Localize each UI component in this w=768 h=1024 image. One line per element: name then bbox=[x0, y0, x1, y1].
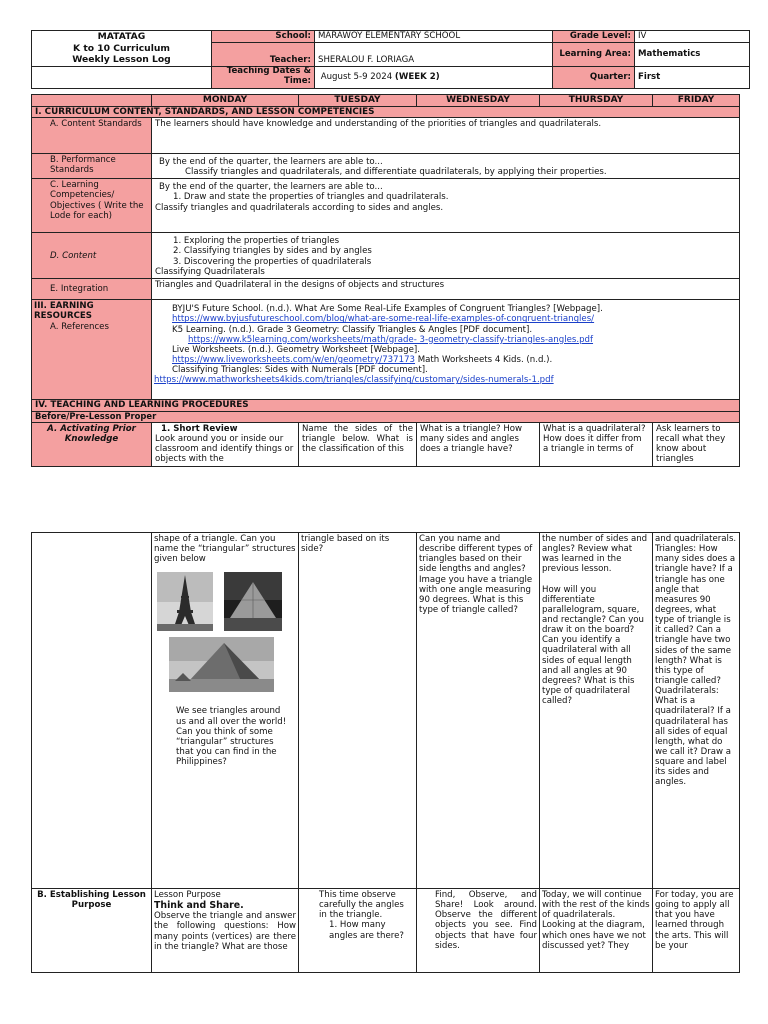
competencies-line-2: 1. Draw and state the properties of triangles and quadrilaterals. bbox=[173, 192, 449, 203]
dates-label: Teaching Dates & Time: bbox=[212, 66, 315, 88]
title-line-2: K to 10 Curriculum bbox=[73, 42, 170, 54]
monday-continued-text: shape of a triangle. Can you name the “triangular” structures given below bbox=[154, 534, 296, 565]
lesson-log-table bbox=[31, 94, 740, 467]
eiffel-tower-image bbox=[157, 572, 213, 631]
content-item-3: 3. Discovering the properties of quadrilaterals bbox=[173, 256, 372, 267]
tuesday-activating-cell: Name the sides of the triangle below. What is the classification of this bbox=[299, 422, 417, 466]
establishing-label: B. Establishing Lesson Purpose bbox=[32, 889, 152, 973]
reference-2-link[interactable]: https://www.k5learning.com/worksheets/math/grade- 3-geometry-classify-triangles-angles.pdf bbox=[188, 334, 594, 345]
monday-caption-text: We see triangles around us and all over the world! Can you think of some “triangular” structures that you can find in the Philippines? bbox=[176, 706, 287, 768]
references-label: A. References bbox=[50, 321, 109, 332]
area-value: Mathematics bbox=[635, 42, 750, 66]
resources-title: III. EARNING RESOURCES bbox=[34, 301, 94, 322]
monday-activating-heading: 1. Short Review bbox=[161, 423, 238, 434]
reference-4-link[interactable]: https://www.mathworksheets4kids.com/triangles/classifying/customary/sides-numerals-1.pdf bbox=[154, 375, 554, 386]
monday-establishing-small: Lesson Purpose bbox=[154, 890, 221, 900]
week-text: (WEEK 2) bbox=[394, 71, 440, 82]
reference-1-link[interactable]: https://www.byjusfutureschool.com/blog/what-are-some-real-life-examples-of-congruent-triangles/ bbox=[172, 314, 595, 325]
thursday-activating-cell: What is a quadrilateral? How does it differ from a triangle in terms of bbox=[540, 422, 653, 466]
wednesday-activating-cell: What is a triangle? How many sides and angles does a triangle have? bbox=[417, 422, 540, 466]
competencies-line-3: Classify triangles and quadrilaterals according to sides and angles. bbox=[155, 202, 444, 213]
performance-line-1: By the end of the quarter, the learners are able to... bbox=[159, 156, 383, 167]
activating-label-continued bbox=[32, 533, 152, 889]
quarter-value: First bbox=[635, 66, 750, 88]
reference-2-text: K5 Learning. (n.d.). Grade 3 Geometry: Classify Triangles & Angles [PDF document]. bbox=[172, 324, 533, 335]
content-item-extra: Classifying Quadrilaterals bbox=[155, 266, 265, 277]
performance-line-2: Classify triangles and quadrilaterals, and differentiate quadrilaterals, by applying their properties. bbox=[185, 167, 607, 178]
monday-activating-text: Look around you or inside our classroom and identify things or objects with the bbox=[155, 433, 294, 464]
section-4-title: IV. TEACHING AND LEARNING PROCEDURES bbox=[32, 400, 740, 411]
content-item-2: 2. Classifying triangles by sides and by angles bbox=[173, 246, 372, 257]
day-header-thursday: THURSDAY bbox=[540, 95, 653, 107]
friday-activating-continued: and quadrilaterals. Triangles: How many sides does a triangle have? If a triangle has one angle that measures 90 degrees, what type of triangle is it called? Can a triangle have two sides of the same length? What is this type of triangle called? Quadrilaterals: What is a quadrilateral? If a quadrilateral has all sides of equal length, what do we call it? Draw a square and label its sides and angles. bbox=[653, 533, 740, 889]
competencies-label: C. Learning Competencies/ Objectives ( Write the Lode for each) bbox=[32, 179, 152, 233]
day-header-friday: FRIDAY bbox=[653, 95, 740, 107]
teacher-label: Teacher: bbox=[212, 42, 315, 66]
lesson-log-table-page-2 bbox=[31, 532, 740, 973]
dates-text: August 5-9 2024 bbox=[320, 71, 393, 82]
references-text bbox=[152, 300, 740, 400]
friday-activating-cell: Ask learners to recall what they know about triangles bbox=[653, 422, 740, 466]
monday-establishing-heading: Think and Share. bbox=[154, 900, 244, 912]
reference-3-text: Live Worksheets. (n.d.). Geometry Worksheet [Webpage]. bbox=[172, 344, 420, 355]
monday-establishing-cell bbox=[152, 889, 299, 973]
wednesday-activating-continued: Can you name and describe different types of triangles based on their side lengths and angles? Image you have a triangle with one angle measuring 90 degrees. What is this type of triangle called? bbox=[417, 533, 540, 889]
tuesday-establishing-text: This time observe carefully the angles in the triangle. bbox=[319, 890, 404, 921]
thursday-establishing-cell: Today, we will continue with the rest of the kinds of quadrilaterals. Looking at the diagram, which ones have we not discussed yet? They bbox=[540, 889, 653, 973]
competencies-text bbox=[152, 179, 740, 233]
reference-4-text: Classifying Triangles: Sides with Numerals [PDF document]. bbox=[172, 365, 428, 376]
quarter-label: Quarter: bbox=[553, 66, 635, 88]
tuesday-establishing-item: 1. How many angles are there? bbox=[329, 920, 404, 941]
day-header-blank bbox=[32, 95, 152, 107]
monday-establishing-text: Observe the triangle and answer the following questions: How many points (vertices) are there in the triangle? What are those bbox=[154, 911, 296, 952]
content-standards-text: The learners should have knowledge and understanding of the priorities of triangles and quadrilaterals. bbox=[152, 117, 740, 153]
school-label: School: bbox=[212, 31, 315, 43]
activating-label: A. Activating Prior Knowledge bbox=[32, 422, 152, 466]
reference-3-link[interactable]: https://www.liveworksheets.com/w/en/geometry/737173 bbox=[172, 354, 416, 365]
grade-label: Grade Level: bbox=[553, 31, 635, 43]
content-label: D. Content bbox=[32, 233, 152, 279]
giza-pyramid-image bbox=[169, 637, 274, 692]
title-line-3: Weekly Lesson Log bbox=[72, 54, 171, 65]
reference-1 bbox=[154, 304, 736, 324]
title-blank-cell bbox=[32, 66, 212, 88]
content-item-1: 1. Exploring the properties of triangles bbox=[173, 236, 340, 247]
reference-3 bbox=[154, 345, 736, 365]
lesson-log-title bbox=[32, 31, 212, 67]
wednesday-establishing-cell: Find, Observe, and Share! Look around. Observe the different objects you see. Find objects that have four sides. bbox=[417, 889, 540, 973]
friday-establishing-cell: For today, you are going to apply all that you have learned through the arts. This will be your bbox=[653, 889, 740, 973]
dates-value bbox=[315, 66, 553, 88]
integration-label: E. Integration bbox=[32, 279, 152, 300]
teacher-value: SHERALOU F. LORIAGA bbox=[315, 42, 553, 66]
thursday-continued-text-1: the number of sides and angles? Review what was learned in the previous lesson. bbox=[542, 534, 648, 575]
competencies-line-1: By the end of the quarter, the learners are able to... bbox=[159, 182, 383, 193]
area-label: Learning Area: bbox=[553, 42, 635, 66]
thursday-activating-continued bbox=[540, 533, 653, 889]
reference-1-text: BYJU'S Future School. (n.d.). What Are Some Real-Life Examples of Congruent Triangles? [Webpage]. bbox=[172, 304, 603, 315]
performance-standards-text bbox=[152, 153, 740, 178]
reference-3-after: Math Worksheets 4 Kids. (n.d.). bbox=[415, 354, 553, 365]
day-header-monday: MONDAY bbox=[152, 95, 299, 107]
day-header-wednesday: WEDNESDAY bbox=[417, 95, 540, 107]
tuesday-establishing-cell bbox=[299, 889, 417, 973]
thursday-continued-text-2: How will you differentiate parallelogram, square, and rectangle? Can you draw it on the board? Can you identify a quadrilateral with all sides of equal length and all angles at 90 degrees? What is this type of quadrilateral called? bbox=[542, 584, 644, 707]
section-4-subtitle: Before/Pre-Lesson Proper bbox=[32, 411, 740, 422]
tuesday-activating-continued: triangle based on its side? bbox=[299, 533, 417, 889]
pyramid-image-wrap bbox=[154, 634, 296, 694]
grade-value: IV bbox=[635, 31, 750, 43]
monday-activating-cell bbox=[152, 422, 299, 466]
header-table bbox=[31, 30, 750, 89]
performance-standards-label: B. Performance Standards bbox=[32, 153, 152, 178]
content-text bbox=[152, 233, 740, 279]
monday-activating-continued bbox=[152, 533, 299, 889]
title-line-1: MATATAG bbox=[97, 31, 146, 42]
section-1-title: I. CURRICULUM CONTENT, STANDARDS, AND LESSON COMPETENCIES bbox=[32, 106, 740, 117]
louvre-pyramid-image bbox=[224, 572, 282, 631]
reference-2 bbox=[154, 325, 736, 345]
integration-text: Triangles and Quadrilateral in the designs of objects and structures bbox=[152, 279, 740, 300]
resources-label bbox=[32, 300, 152, 400]
content-standards-label: A. Content Standards bbox=[32, 117, 152, 153]
triangle-structures-images bbox=[154, 568, 296, 634]
day-header-tuesday: TUESDAY bbox=[299, 95, 417, 107]
school-value: MARAWOY ELEMENTARY SCHOOL bbox=[315, 31, 553, 43]
